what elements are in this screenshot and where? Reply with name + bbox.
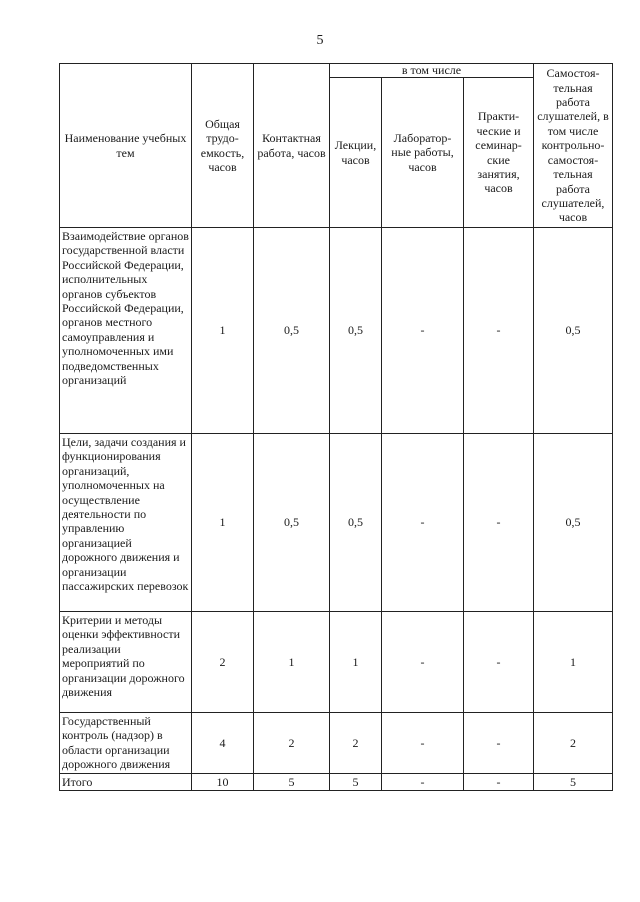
row-labs: - xyxy=(382,773,464,790)
row-name: Государственный контроль (надзор) в области организации дорожного движения xyxy=(60,713,192,774)
row-self: 5 xyxy=(534,773,613,790)
row-contact: 0,5 xyxy=(254,228,330,434)
row-total: 1 xyxy=(192,228,254,434)
row-total: 2 xyxy=(192,612,254,713)
row-practice: - xyxy=(464,713,534,774)
row-contact: 2 xyxy=(254,713,330,774)
header-labs: Лаборатор-ные работы, часов xyxy=(382,78,464,228)
header-name: Наименование учебных тем xyxy=(60,64,192,228)
table-row xyxy=(60,228,613,434)
row-labs: - xyxy=(382,434,464,612)
row-contact: 5 xyxy=(254,773,330,790)
row-total: 1 xyxy=(192,434,254,612)
header-practice: Практи-ческие и семинар-ские занятия, часов xyxy=(464,78,534,228)
row-self: 0,5 xyxy=(534,228,613,434)
row-labs: - xyxy=(382,612,464,713)
row-total: 4 xyxy=(192,713,254,774)
header-total: Общая трудо-емкость, часов xyxy=(192,64,254,228)
table-row xyxy=(60,434,613,612)
table-row xyxy=(60,713,613,774)
row-practice: - xyxy=(464,773,534,790)
row-lectures: 2 xyxy=(330,713,382,774)
header-including: в том числе xyxy=(330,64,534,78)
header-self: Самостоя-тельная работа слушателей, в том числе контрольно-самостоя-тельная работа слушателей, часов xyxy=(534,64,613,228)
header-contact: Контактная работа, часов xyxy=(254,64,330,228)
row-labs: - xyxy=(382,713,464,774)
row-total: 10 xyxy=(192,773,254,790)
row-lectures: 0,5 xyxy=(330,228,382,434)
row-name: Итого xyxy=(60,773,192,790)
row-practice: - xyxy=(464,228,534,434)
row-lectures: 0,5 xyxy=(330,434,382,612)
row-name: Критерии и методы оценки эффективности реализации мероприятий по организации дорожного движения xyxy=(60,612,192,713)
row-practice: - xyxy=(464,434,534,612)
row-contact: 0,5 xyxy=(254,434,330,612)
page-number: 5 xyxy=(316,33,324,48)
row-labs: - xyxy=(382,228,464,434)
row-lectures: 5 xyxy=(330,773,382,790)
row-name: Цели, задачи создания и функционирования организаций, уполномоченных на осуществление деятельности по управлению организацией дорожного движения и организации пассажирских перевозок xyxy=(60,434,192,612)
row-contact: 1 xyxy=(254,612,330,713)
row-self: 0,5 xyxy=(534,434,613,612)
table-row xyxy=(60,612,613,713)
row-lectures: 1 xyxy=(330,612,382,713)
curriculum-table xyxy=(59,63,613,791)
header-lectures: Лекции, часов xyxy=(330,78,382,228)
row-self: 1 xyxy=(534,612,613,713)
row-practice: - xyxy=(464,612,534,713)
row-name: Взаимодействие органов государственной власти Российской Федерации, исполнительных органов субъектов Российской Федерации, органов местного самоуправления и уполномоченных ими подведомственных организаций xyxy=(60,228,192,434)
row-self: 2 xyxy=(534,713,613,774)
table-row-total xyxy=(60,773,613,790)
